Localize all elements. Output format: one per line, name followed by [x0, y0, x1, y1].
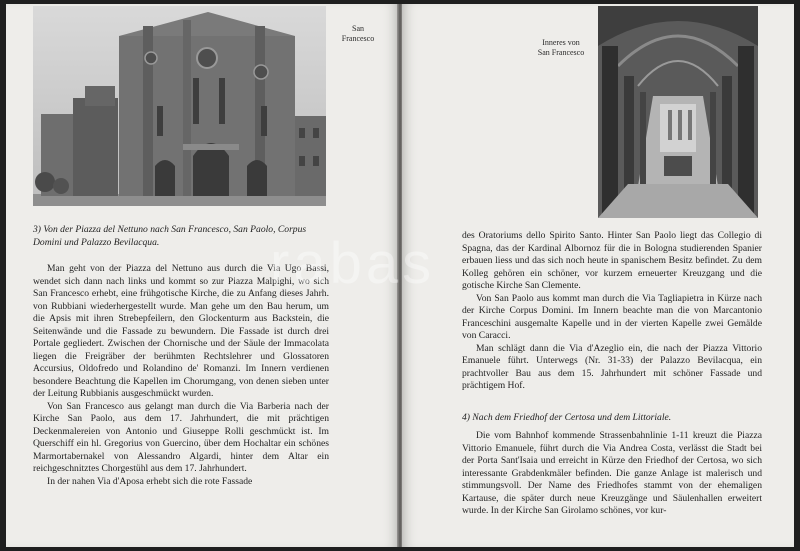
right-body-text-2	[462, 430, 762, 518]
right-body-text	[462, 230, 762, 393]
photo-caption-interior: Inneres von San Francesco	[537, 38, 585, 57]
san-francesco-facade-photo	[33, 6, 326, 206]
paragraph: Von San Paolo aus kommt man durch die Via Tagliapietra in Kürze nach der Kirche Corpus Domini. Im Innern beachte man die von Marcantonio Franceschini ausgemalte Kapelle und in der vierten Kapelle zwei Gemälde von Caracci.	[462, 292, 762, 341]
san-francesco-interior-photo	[598, 6, 758, 218]
right-page	[402, 4, 794, 547]
photo-caption-san-francesco: San Francesco	[341, 24, 375, 43]
paragraph: Die vom Bahnhof kommende Strassenbahnlinie 1-11 kreuzt die Piazza Vittorio Emanuele, führt durch die Via Andrea Costa, verlässt die Stadt bei der Porta Sant'Isaia und erreicht in Kürze den Friedhof der Certosa, wo sich interessante Grabdenkmäler befinden. Die ganze Anlage ist malerisch und stimmungsvoll. Der Name des Friedhofes stammt von der ehemaligen Kartause, die später durch neue Kreuzgänge und Säulenhallen erweitert wurde. In der Kirche San Girolamo schönes, vor kur-	[462, 430, 762, 516]
paragraph: Man geht von der Piazza del Nettuno aus durch die Via Ugo Bassi, wendet sich dann nach links und kommt so zur Piazza Malpighi, wo sich San Francesco erhebt, eine frühgotische Kirche, die zu Anfang dieses Jahrh. von Rubbiani wiederhergestellt wurde. Man gehe um den Bau herum, um die Apsis mit ihren Strebepfeilern, den Glockenturm aus Backstein, die Seitenwände und die Fassade zu bewundern. Die Fassade ist durch drei Portale gegliedert. Zwischen der Chornische und der Säule der Immacolata liegen die Freigräber der berühmten Rechtslehrer und Glossatoren Accursius, Oldofredo und Rolandino de' Romanzi. Im Innern verdienen besondere Beachtung die Kapellen im Chorumgang, von denen sieben unter der Leitung Rubbianis ausgeschmückt wurden.	[33, 263, 329, 399]
paragraph: des Oratoriums dello Spirito Santo. Hinter San Paolo liegt das Collegio di Spagna, das der Kardinal Albornoz für die in Bologna studierenden Spanier erbauen liess und das sich noch heute in spanischem Besitz befindet. Zu dem Kolleg gehören ein schöner, vor kurzem erneuerter Kreuzgang und die gotische Kirche San Clemente.	[462, 230, 762, 291]
section-heading-3: 3) Von der Piazza del Nettuno nach San Francesco, San Paolo, Corpus Domini und Palazzo Bevilacqua.	[33, 224, 307, 248]
watermark-text: rabas	[270, 231, 436, 296]
section-heading-4: 4) Nach dem Friedhof der Certosa und dem Littoriale.	[462, 412, 672, 423]
paragraph: Von San Francesco aus gelangt man durch die Via Barberia nach der Kirche San Paolo, aus dem 17. Jahrhundert, die mit prächtigen Deckenmalereien von Antonio und Giuseppe Rolli geschmückt ist. Im Querschiff ein hl. Gregorius von Guercino, über dem Hochaltar ein schönes Marmortabernakel von Alessandro Algardi, hinter dem Altar ein reichgeschnitztes Chorgestühl aus dem 17. Jahrhundert.	[33, 400, 329, 474]
left-page	[6, 4, 398, 547]
paragraph: In der nahen Via d'Aposa erhebt sich die rote Fassade	[47, 475, 253, 487]
left-body-text	[33, 263, 329, 488]
paragraph: Man schlägt dann die Via d'Azeglio ein, die nach der Piazza Vittorio Emanuele führt. Unterwegs (Nr. 31-33) der Palazzo Bevilacqua, ein prachtvoller Bau aus dem 15. Jahrhundert mit schöner Fassade und prächtigem Hof.	[462, 342, 762, 391]
